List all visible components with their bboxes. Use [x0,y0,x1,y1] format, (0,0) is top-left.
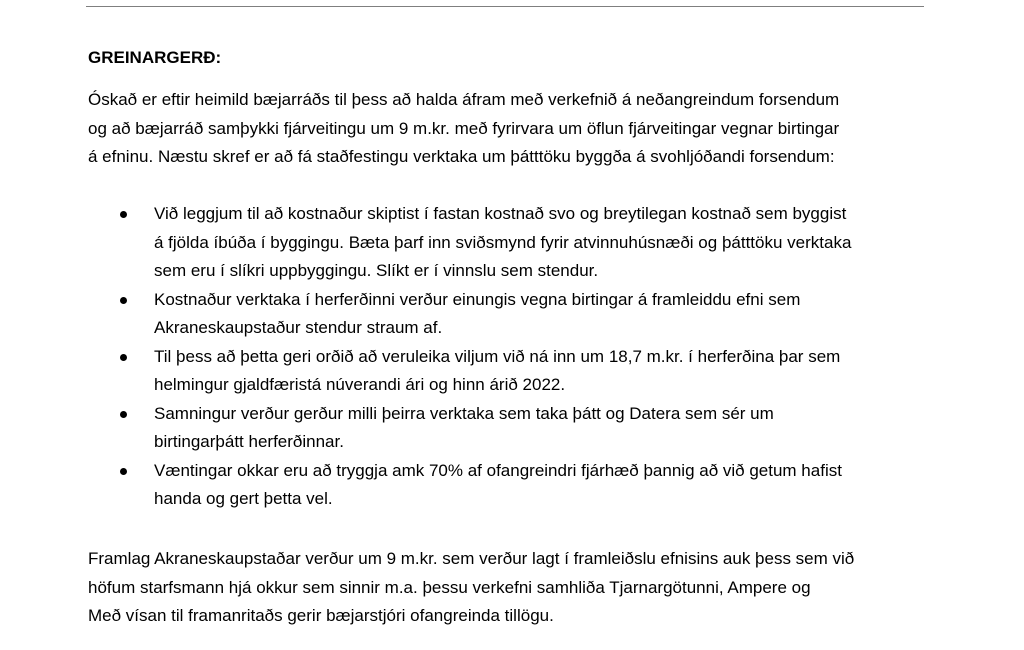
bullet-icon [120,211,127,218]
section-heading: GREINARGERÐ: [88,48,222,67]
bullet-list [88,200,938,514]
bullet-icon [120,468,127,475]
bullet-line: birtingarþátt herferðinnar. [154,432,344,451]
closing-line: Framlag Akraneskaupstaðar verður um 9 m.kr. sem verður lagt í framleiðslu efnisins auk þess sem við [88,549,855,568]
bullet-line: Kostnaður verktaka í herferðinni verður einungis vegna birtingar á framleiddu efni sem [154,289,801,309]
bullet-line: Við leggjum til að kostnaður skiptist í fastan kostnað svo og breytilegan kostnað sem byggist [154,204,847,223]
bullet-line: Til þess að þetta geri orðið að veruleika viljum við ná inn um 18,7 m.kr. í herferðina þar sem [154,346,841,366]
bullet-item [88,286,938,343]
closing-line: höfum starfsmann hjá okkur sem sinnir m.a. þessu verkefni samhliða Tjarnargötunni, Ampere og [88,577,811,597]
bullet-line: á fjölda íbúða í byggingu. Bæta þarf inn sviðsmynd fyrir atvinnuhúsnæði og þátttöku verktaka [154,232,852,252]
intro-line: Óskað er eftir heimild bæjarráðs til þess að halda áfram með verkefnið á neðangreindum forsendum [88,90,840,109]
bullet-line: Akraneskaupstaður stendur straum af. [154,318,443,337]
bullet-icon [120,354,127,361]
bullet-line: Væntingar okkar eru að tryggja amk 70% af ofangreindri fjárhæð þannig að við getum hafist [154,460,842,480]
bullet-icon [120,411,127,418]
closing-line: Með vísan til framanritaðs gerir bæjarstjóri ofangreinda tillögu. [88,606,554,625]
intro-line: og að bæjarráð samþykki fjárveitingu um 9 m.kr. með fyrirvara um öflun fjárveitingar vegnar birtingar [88,118,840,138]
bullet-item [88,200,938,286]
bullet-line: helmingur gjaldfæristá núverandi ári og hinn árið 2022. [154,375,566,394]
bullet-line: sem eru í slíkri uppbyggingu. Slíkt er í vinnslu sem stendur. [154,261,599,280]
bullet-item [88,400,938,457]
bullet-item [88,343,938,400]
bullet-icon [120,297,127,304]
bullet-line: handa og gert þetta vel. [154,489,333,508]
closing-paragraph [88,545,938,631]
intro-paragraph [88,86,938,172]
bullet-item [88,457,938,514]
bullet-line: Samningur verður gerður milli þeirra verktaka sem taka þátt og Datera sem sér um [154,403,774,423]
intro-line: á efninu. Næstu skref er að fá staðfestingu verktaka um þátttöku byggða á svohljóðandi forsendum: [88,147,835,166]
header-divider [86,6,924,7]
